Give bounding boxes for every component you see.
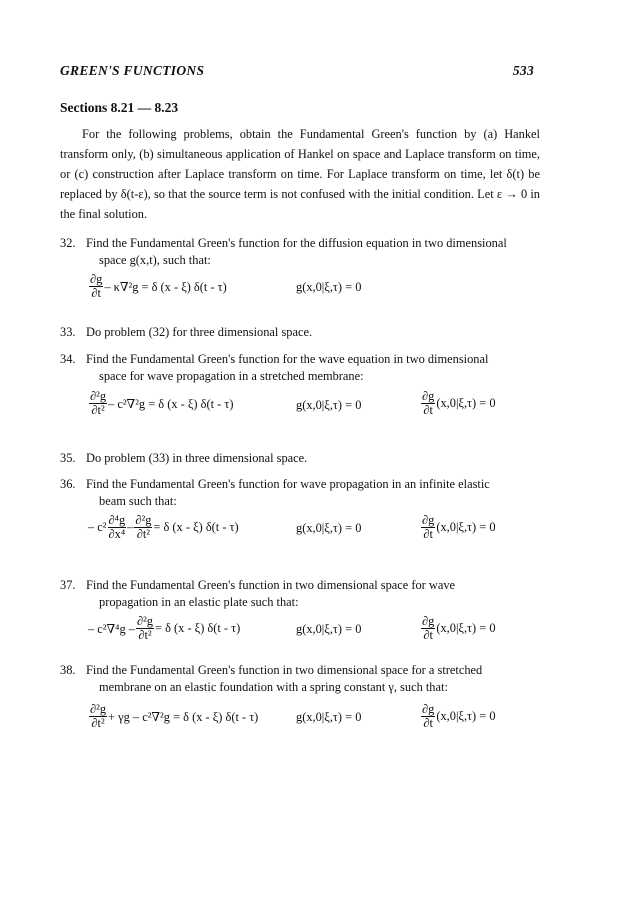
- initial-condition: g(x,0|ξ,τ) = 0: [296, 710, 362, 724]
- problem-text-line: Do problem (32) for three dimensional space.: [86, 325, 313, 339]
- problem-35: [60, 450, 540, 467]
- running-head-title: GREEN'S FUNCTIONS: [60, 63, 205, 78]
- initial-condition: g(x,0|ξ,τ) = 0: [296, 622, 362, 636]
- problem-text-line: beam such that:: [99, 494, 177, 508]
- problem-38: [60, 662, 540, 696]
- fraction: $\frac{\partial g}{\partial t}$: [422, 513, 435, 541]
- fraction: $\frac{\partial g}{\partial t}$: [422, 614, 435, 642]
- problem-number: 35.: [60, 451, 76, 465]
- problem-37: [60, 577, 540, 611]
- problem-number: 36.: [60, 477, 76, 491]
- running-head: [60, 63, 534, 79]
- problem-number: 33.: [60, 325, 76, 339]
- problem-text-line: membrane on an elastic foundation with a spring constant γ, such that:: [99, 680, 448, 694]
- fraction: $\frac{\partial g}{\partial t}$: [422, 702, 435, 730]
- problem-text-line: Find the Fundamental Green's function in two dimensional space for a stretched: [86, 663, 483, 677]
- problem-34: [60, 351, 540, 385]
- section-heading: Sections 8.21 — 8.23: [60, 100, 179, 115]
- intro-paragraph: For the following problems, obtain the Fundamental Green's function by (a) Hankel transform only, (b) simultaneous application of Hankel on space and Laplace transform on time, or (c) construction after Laplace transform on time. For Laplace transform on time, let δ(t) be replaced by δ(t-ε), so that the source term is not confused with the initial condition. Let ε → 0 in the final solution.: [60, 127, 540, 221]
- problem-text-line: Find the Fundamental Green's function for wave propagation in an infinite elastic: [86, 477, 490, 491]
- problem-32: [60, 235, 540, 269]
- initial-condition: g(x,0|ξ,τ) = 0: [296, 398, 362, 412]
- fraction: $\frac{\text{∂²g}}{\text{∂t²}}$: [136, 614, 154, 642]
- initial-velocity-condition: $\frac{\partial g}{\partial t}$ (x,0|ξ,τ) = 0: [422, 389, 496, 417]
- problem-text-line: Find the Fundamental Green's function for the wave equation in two dimensional: [86, 352, 489, 366]
- fraction: $\frac{\text{∂²g}}{\text{∂t²}}$: [90, 702, 107, 730]
- problem-text-line: space for wave propagation in a stretched membrane:: [99, 369, 364, 383]
- equation-34: $\frac{\text{∂²g}}{\text{∂t²}}$ – c²∇²g = δ (x - ξ) δ(t - τ): [90, 389, 234, 417]
- equation-37: – c²∇⁴g – $\frac{\text{∂²g}}{\text{∂t²}}$ = δ (x - ξ) δ(t - τ): [88, 614, 241, 642]
- problem-text-line: Find the Fundamental Green's function in two dimensional space for wave: [86, 578, 456, 592]
- equation-38: $\frac{\text{∂²g}}{\text{∂t²}}$ + γg – c²∇²g = δ (x - ξ) δ(t - τ): [90, 702, 259, 730]
- fraction: $\frac{\text{∂²g}}{\text{∂t²}}$: [90, 389, 107, 417]
- equation-32: $\frac{\partial g}{\partial t}$ – κ∇²g = δ (x - ξ) δ(t - τ): [90, 272, 227, 300]
- initial-velocity-condition: $\frac{\partial g}{\partial t}$ (x,0|ξ,τ) = 0: [422, 614, 496, 642]
- problem-text-line: propagation in an elastic plate such that:: [99, 595, 299, 609]
- problem-text-line: Do problem (33) in three dimensional space.: [86, 451, 308, 465]
- problem-33: [60, 324, 540, 341]
- problem-text-line: Find the Fundamental Green's function for the diffusion equation in two dimensional: [86, 236, 507, 250]
- problem-text-line: space g(x,t), such that:: [99, 253, 211, 267]
- initial-velocity-condition: $\frac{\partial g}{\partial t}$ (x,0|ξ,τ) = 0: [422, 702, 496, 730]
- problem-36: [60, 476, 540, 510]
- fraction: $\frac{\text{∂²g}}{\text{∂t²}}$: [135, 513, 152, 541]
- fraction: $\frac{\partial g}{\partial t}$: [422, 389, 435, 417]
- initial-condition: g(x,0|ξ,τ) = 0: [296, 521, 362, 535]
- initial-velocity-condition: $\frac{\partial g}{\partial t}$ (x,0|ξ,τ) = 0: [422, 513, 496, 541]
- fraction: $\frac{\partial g}{\partial t}$: [90, 272, 103, 300]
- problem-number: 32.: [60, 236, 76, 250]
- problem-number: 38.: [60, 663, 76, 677]
- problem-number: 37.: [60, 578, 76, 592]
- page-number: 533: [512, 63, 534, 78]
- problem-number: 34.: [60, 352, 76, 366]
- initial-condition: g(x,0|ξ,τ) = 0: [296, 280, 362, 294]
- equation-36: – c² $\frac{\text{∂⁴g}}{\text{∂x⁴}}$ – $\frac{\text{∂²g}}{\text{∂t²}}$ = δ (x - ξ) δ(t - τ): [88, 513, 239, 541]
- fraction: $\frac{\text{∂⁴g}}{\text{∂x⁴}}$: [108, 513, 126, 541]
